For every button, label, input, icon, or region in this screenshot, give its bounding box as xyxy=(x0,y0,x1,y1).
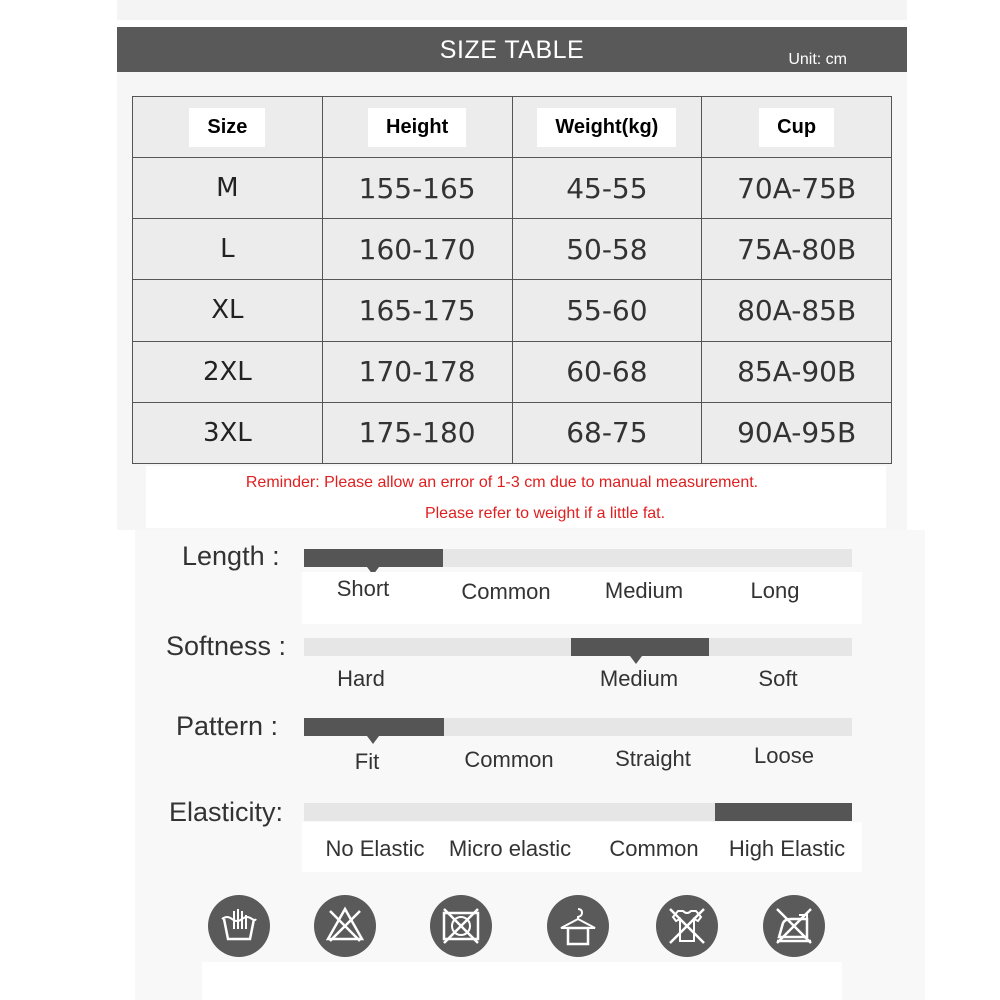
column-header: Height xyxy=(322,97,512,158)
elasticity-label: Elasticity: xyxy=(169,797,284,827)
length-option: Short xyxy=(336,576,390,601)
table-row xyxy=(133,219,892,280)
table-header-row xyxy=(133,97,892,158)
footer-strip xyxy=(202,962,842,1000)
size-cell: L xyxy=(133,219,323,280)
size-table-title: SIZE TABLE xyxy=(439,36,585,64)
weight-cell: 60-68 xyxy=(512,341,702,402)
height-cell: 170-178 xyxy=(322,341,512,402)
reminder-note: Please refer to weight if a little fat. xyxy=(424,505,666,522)
unit-label: Unit: cm xyxy=(788,51,847,68)
softness-option: Soft xyxy=(758,666,798,691)
weight-cell: 50-58 xyxy=(512,219,702,280)
elasticity-option: High Elastic xyxy=(728,836,846,861)
column-header: Cup xyxy=(702,97,892,158)
softness-option: Hard xyxy=(337,666,385,691)
care-icons xyxy=(0,895,1000,965)
elasticity-scale-fill xyxy=(715,803,852,821)
column-header: Weight(kg) xyxy=(512,97,702,158)
pattern-pointer xyxy=(367,736,379,744)
cup-cell: 90A-95B xyxy=(702,402,892,463)
elasticity-option: No Elastic xyxy=(325,836,425,861)
size-cell: M xyxy=(133,158,323,219)
elasticity-option: Common xyxy=(609,836,699,861)
size-cell: 3XL xyxy=(133,402,323,463)
softness-scale-fill xyxy=(571,638,709,656)
height-cell: 175-180 xyxy=(322,402,512,463)
size-table xyxy=(132,96,892,464)
pattern-option: Fit xyxy=(354,749,380,774)
reminder-text: Reminder: Please allow an error of 1-3 cm due to manual measurement. xyxy=(245,474,759,491)
softness-label: Softness : xyxy=(166,631,287,661)
weight-cell: 68-75 xyxy=(512,402,702,463)
softness-pointer xyxy=(630,656,642,664)
height-cell: 160-170 xyxy=(322,219,512,280)
softness-option: Medium xyxy=(599,666,679,691)
height-cell: 155-165 xyxy=(322,158,512,219)
size-cell: XL xyxy=(133,280,323,341)
do-not-tumble-dry-icon xyxy=(430,895,492,957)
height-cell: 165-175 xyxy=(322,280,512,341)
weight-cell: 45-55 xyxy=(512,158,702,219)
pattern-label: Pattern : xyxy=(176,711,279,741)
do-not-bleach-icon xyxy=(314,895,376,957)
length-option: Medium xyxy=(604,578,684,603)
elasticity-scale xyxy=(304,803,852,821)
pattern-option: Straight xyxy=(615,746,691,771)
table-row xyxy=(133,341,892,402)
column-header: Size xyxy=(133,97,323,158)
pattern-scale xyxy=(304,718,852,736)
top-panel xyxy=(117,0,907,20)
pattern-option: Loose xyxy=(754,743,814,768)
cup-cell: 70A-75B xyxy=(702,158,892,219)
pattern-scale-fill xyxy=(304,718,444,736)
length-scale-fill xyxy=(304,549,443,567)
table-row xyxy=(133,402,892,463)
do-not-iron-icon xyxy=(763,895,825,957)
length-option: Common xyxy=(461,579,551,604)
size-table-header xyxy=(117,27,907,72)
table-row xyxy=(133,280,892,341)
cup-cell: 80A-85B xyxy=(702,280,892,341)
weight-cell: 55-60 xyxy=(512,280,702,341)
pattern-option: Common xyxy=(464,747,554,772)
elasticity-option: Micro elastic xyxy=(448,836,572,861)
softness-scale xyxy=(304,638,852,656)
length-options xyxy=(302,572,862,624)
do-not-dry-clean-icon xyxy=(656,895,718,957)
cup-cell: 75A-80B xyxy=(702,219,892,280)
length-scale xyxy=(304,549,852,567)
length-label: Length : xyxy=(182,541,280,571)
size-cell: 2XL xyxy=(133,341,323,402)
hand-wash-icon xyxy=(208,895,270,957)
cup-cell: 85A-90B xyxy=(702,341,892,402)
table-row xyxy=(133,158,892,219)
hang-dry-icon xyxy=(547,895,609,957)
length-option: Long xyxy=(750,578,800,603)
elasticity-options xyxy=(302,822,862,872)
